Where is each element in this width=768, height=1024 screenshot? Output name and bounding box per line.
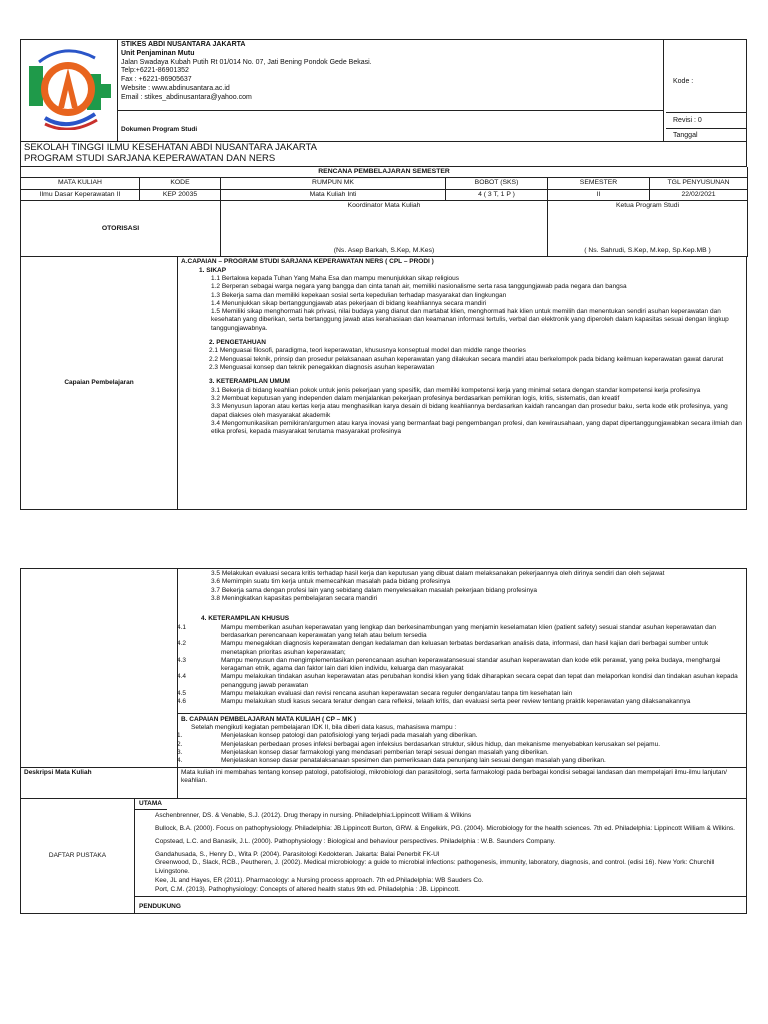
tanggal-label: Tanggal <box>673 132 698 139</box>
telp: Telp:+6221-86901352 <box>121 67 189 75</box>
ket-umum-item: 3.2 Membuat keputusan yang independen dalam menjalankan pekerjaan profesinya berdasarkan pemikiran logis, kritis, sistematis, dan kreatif <box>211 394 620 402</box>
rps-header: SEMESTER <box>548 178 650 189</box>
ket-khusus-item: 4.3 Mampu menyusun dan mengimplementasikan perencanaan asuhan keperawatansesuai standar asuhan keperawatan dan kode etik perawat, yang peka budaya, menghargai keragaman etnik, agama dan faktor lain dari klien individu, keluarga dan masyarakat <box>177 656 721 673</box>
cpmk-item: 1. Menjelaskan konsep patologi dan patofisiologi yang terjadi pada masalah yang diberikan. <box>177 732 478 740</box>
school-block <box>20 142 747 167</box>
page-1 <box>20 39 747 510</box>
cpmk-item: 2. Menjelaskan perbedaan proses infeksi berbagai agen infeksius berdasarkan struktur, siklus hidup, dan mekanisme menyebabkan kerusakan sel pejamu. <box>177 740 661 748</box>
deskripsi-row <box>21 767 747 798</box>
ket-khusus-item: 4.1 Mampu memberikan asuhan keperawatan yang lengkap dan berkesinambungan yang menjamin keselamatan klien (patient safety) sesuai standar asuhan keperawatan dan berdasarkan perencanaan keperawatan yang telah atau belum tersedia <box>177 623 717 639</box>
cpmk-item: 4. Menjelaskan konsep dasar penatalaksanaan spesimen dan pemeriksaan data penunjang lain sesuai dengan masalah yang diberikan. <box>177 757 606 765</box>
sikap-item: 1.2 Berperan sebagai warga negara yang bangga dan cinta tanah air, memiliki nasionalisme serta rasa tanggungjawab pada negara dan bangsa <box>211 283 627 291</box>
ket-khusus-item: 4.2 Mampu menegakkan diagnosis keperawatan dengan kedalaman dan keluasan terbatas berdasarkan analisis data, informasi, dan hasil kajian dari berbagai sumber untuk menetapkan prioritas asuhan keperawatan; <box>177 640 709 656</box>
otorisasi-row <box>21 201 748 257</box>
rps-value: 22/02/2021 <box>650 189 748 200</box>
reference: Greenwood, D., Slack, RCB., Peutheren, J. (2002). Medical microbiology: a guide to microbial infections: pathogenesis, immunity, laboratory, diagnosis, and control. (edisi 16). New York: Churchill Livingstone. <box>155 859 715 876</box>
rps-header-row <box>21 178 748 189</box>
ket-umum-title: 3. KETERAMPILAN UMUM <box>209 378 290 386</box>
ketua-name: ( Ns. Sahrudi, S.Kep, M.kep, Sp.Kep.MB ) <box>584 246 711 254</box>
rps-value: KEP 20035 <box>140 189 221 200</box>
rps-header: BOBOT (SKS) <box>446 178 548 189</box>
capaian-table-1 <box>20 257 747 510</box>
pendukung-title: PENDUKUNG <box>135 896 746 913</box>
ketua-cell <box>548 201 748 257</box>
pengetahuan-title: 2. PENGETAHUAN <box>209 339 266 347</box>
sikap-item: 1.5 Memiliki sikap menghormati hak privasi, nilai budaya yang dianut dan martabat klien, menghormati hak klien untuk memilih dan menentukan sendiri asuhan keperawatan dan kesehatan yang diberikan, serta bertanggung jawab atas kerahasiaan dan keamanan informasi tertulis, verbal dan elektronik yang diperoleh dalam kapasitas sesuai dengan lingkup tanggungjawabnya. <box>211 308 729 332</box>
website: Website : www.abdinusantara.ac.id <box>121 84 230 92</box>
ket-umum-item: 3.6 Memimpin suatu tim kerja untuk memecahkan masalah pada bidang profesinya <box>211 578 451 586</box>
sikap-title: 1. SIKAP <box>199 266 227 274</box>
reference: Bullock, B.A. (2000). Focus on pathophysiology. Philadelphia: JB.Lippincott Burton, GRW. & Engelkirk, PG. (2004). Microbiology for the health sciences. 7th ed. Philadelphia: Lippincott William & Wilkins. <box>155 825 735 833</box>
cpmk-intro: Setelah mengikuti kegiatan pembelajaran IDK II, bila diberi data kasus, mahasiswa mampu : <box>191 724 457 731</box>
koordinator-name: (Ns. Asep Barkah, S.Kep, M.Kes) <box>333 246 435 254</box>
reference: Gandahusada, S., Henry D., Wita P. (2004). Parasitologi Kedokteran. Jakarta: Balai Penerbit FK-UI <box>155 850 440 858</box>
koordinator-title: Koordinator Mata Kuliah <box>347 202 421 210</box>
pengetahuan-item: 2.3 Menguasai konsep dan teknik penegakkan diagnosis asuhan keperawatan <box>209 364 435 372</box>
reference: Copstead, L.C. and Banasik, J.L. (2000). Pathophysiology : Biological and behaviour perspectives. Philadelphia : W.B. Saunders Company. <box>155 837 556 845</box>
utama-title: UTAMA <box>135 799 167 811</box>
pustaka-table <box>20 799 747 915</box>
reference: Aschenbrenner, DS. & Venable, S.J. (2012). Drug therapy in nursing. Philadelphia:Lippincott William & Wilkins <box>155 812 472 820</box>
ketua-title: Ketua Program Studi <box>615 202 680 210</box>
deskripsi-text: Mata kuliah ini membahas tentang konsep patologi, patofisiologi, mikrobiologi dan parasitologi, serta farmakologi pada berbagai kondisi sebagai landasan dan mempelajari ilmu-ilmu lanjutan/ keahlian. <box>178 767 747 798</box>
unit-name: Unit Penjaminan Mutu <box>121 49 195 57</box>
ket-umum-item: 3.4 Mengomunikasikan pemikiran/argumen atau karya inovasi yang bermanfaat bagi pengembangan profesi, dan kewirausahaan, yang dapat dipertanggungjawabkan secara ilmiah dan etika profesi, kepada masyarakat terutama masyarakat profesinya <box>211 419 742 436</box>
capaian-content <box>178 257 747 510</box>
rps-value: II <box>548 189 650 200</box>
rps-table <box>20 167 748 257</box>
reference: Kee, JL and Hayes, ER (2011). Pharmacology: a Nursing process approach. 7th ed.Philadelphia: WB Sauders Co. <box>155 876 484 884</box>
ket-umum-item: 3.5 Melakukan evaluasi secara kritis terhadap hasil kerja dan keputusan yang dibuat dalam melaksanakan pekerjaannya oleh dirinya sendiri dan oleh sejawat <box>211 570 665 577</box>
pustaka-label: DAFTAR PUSTAKA <box>21 799 135 914</box>
rps-title: RENCANA PEMBELAJARAN SEMESTER <box>21 167 748 178</box>
ket-umum-item: 3.8 Meningkatkan kapasitas pembelajaran secara mandiri <box>211 594 378 602</box>
ket-khusus-item: 4.6 Mampu melakukan studi kasus secara teratur dengan cara refleksi, telaah kritis, dan evaluasi serta peer review tentang praktik keperawatan yang dilaksanakannya <box>177 698 691 706</box>
sikap-item: 1.4 Menunjukkan sikap bertanggungjawab atas pekerjaan di bidang keahliannya secara mandiri <box>211 299 487 307</box>
rps-header: MATA KULIAH <box>21 178 140 189</box>
koordinator-cell <box>221 201 548 257</box>
capaian-heading: A.CAPAIAN – PROGRAM STUDI SARJANA KEPERAWATAN NERS ( CPL – PRODI ) <box>181 258 434 266</box>
cpmk-title: B. CAPAIAN PEMBELAJARAN MATA KULIAH ( CP – MK ) <box>181 715 357 723</box>
reference: Port, C.M. (2013). Pathophysiology: Concepts of altered health status 9th ed. Philadelphia : JB. Lippincott. <box>155 885 460 893</box>
address: Jalan Swadaya Kubah Putih Rt 01/014 No. 07, Jati Bening Pondok Gede Bekasi. <box>121 58 372 66</box>
fax: Fax : +6221-86905637 <box>121 76 192 83</box>
ket-umum-item: 3.1 Bekerja di bidang keahlian pokok untuk jenis pekerjaan yang spesifik, dan memiliki kompetensi kerja yang minimal setara dengan standar kompetensi kerja profesinya <box>211 386 701 394</box>
sikap-item: 1.1 Bertakwa kepada Tuhan Yang Maha Esa dan mampu menunjukkan sikap religious <box>211 274 459 282</box>
ket-umum-item: 3.3 Menyusun laporan atau kertas kerja atau menghasilkan karya desain di bidang keahliannya berdasarkan kaidah rancangan dan prosedur baku, serta kode etik profesinya, yang dapat diakses oleh masyarakat akademik <box>211 403 728 419</box>
otorisasi-label: OTORISASI <box>21 201 221 257</box>
rps-value: Ilmu Dasar Keperawatan II <box>21 189 140 200</box>
kode-label: Kode : <box>673 78 694 85</box>
capaian-table-2 <box>20 568 747 799</box>
rps-value: Mata Kuliah Inti <box>221 189 446 200</box>
school-line-1: SEKOLAH TINGGI ILMU KESEHATAN ABDI NUSANTARA JAKARTA <box>24 142 317 153</box>
sikap-item: 1.3 Bekerja sama dan memiliki kepekaan sosial serta kepedulian terhadap masyarakat dan lingkungan <box>211 291 507 299</box>
capaian-content-cont <box>178 569 747 768</box>
school-line-2: PROGRAM STUDI SARJANA KEPERAWATAN DAN NERS <box>24 152 276 164</box>
institution-logo <box>25 44 111 130</box>
capaian-label-cont <box>21 569 178 768</box>
rps-header: RUMPUN MK <box>221 178 446 189</box>
email: Email : stikes_abdinusantara@yahoo.com <box>121 93 252 101</box>
pengetahuan-item: 2.2 Menguasai teknik, prinsip dan prosedur pelaksanaan asuhan keperawatan yang dilakukan secara mandiri atau berkelompok pada bidang keilmuan keperawatan gawat darurat <box>209 355 724 363</box>
header-block <box>20 39 747 142</box>
capaian-label: Capaian Pembelajaran <box>21 257 178 510</box>
ket-khusus-item: 4.4 Mampu melakukan tindakan asuhan keperawatan atas perubahan kondisi klien yang tidak diharapkan secara cepat dan tepat dan melaporkan kondisi dan tindakan asuhan kepada penanggung jawab perawatan <box>177 673 738 689</box>
rps-header: TGL PENYUSUNAN <box>650 178 748 189</box>
cpmk-item: 3. Menjelaskan konsep dasar farmakologi yang mendasari pemberian terapi sesuai dengan masalah yang diberikan. <box>177 748 549 756</box>
deskripsi-label: Deskripsi Mata Kuliah <box>21 767 178 798</box>
ket-umum-item: 3.7 Bekerja sama dengan profesi lain yang sebidang dalam menyelesaikan masalah pekerjaan bidang profesinya <box>211 586 537 594</box>
doc-title: Dokumen Program Studi <box>121 126 198 133</box>
page-2 <box>20 568 747 914</box>
ket-khusus-title: 4. KETERAMPILAN KHUSUS <box>201 615 290 623</box>
pengetahuan-item: 2.1 Menguasai filosofi, paradigma, teori keperawatan, khususnya konseptual model dan middle range theories <box>209 347 526 355</box>
ket-khusus-item: 4.5 Mampu melakukan evaluasi dan revisi rencana asuhan keperawatan secara reguler dengan/atau tanpa tim kesehatan lain <box>177 690 573 698</box>
institution-name: STIKES ABDI NUSANTARA JAKARTA <box>121 41 246 48</box>
pustaka-content <box>135 799 747 914</box>
revisi-label: Revisi : 0 <box>673 117 702 124</box>
rps-value-row <box>21 189 748 200</box>
rps-header: KODE <box>140 178 221 189</box>
institution-info <box>121 41 561 102</box>
rps-value: 4 ( 3 T, 1 P ) <box>446 189 548 200</box>
